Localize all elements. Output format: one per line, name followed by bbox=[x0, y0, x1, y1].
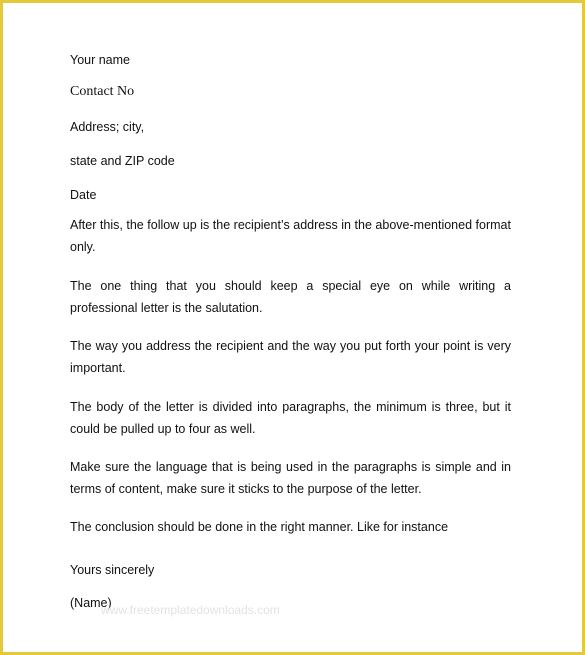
paragraph-language: Make sure the language that is being used in the paragraphs is simple and in terms of content, make sure it sticks to the purpose of the letter. bbox=[70, 460, 511, 496]
paragraph-conclusion: The conclusion should be done in the right manner. Like for instance bbox=[70, 520, 449, 534]
sender-name: Your name bbox=[70, 53, 130, 67]
watermark-text: www.freetemplatedownloads.com bbox=[101, 603, 280, 617]
paragraph-recipient-address: After this, the follow up is the recipient’s address in the above-mentioned format only. bbox=[70, 218, 511, 254]
signature-name: (Name) bbox=[70, 596, 112, 610]
address-city: Address; city, bbox=[70, 120, 145, 134]
contact-number: Contact No bbox=[70, 84, 135, 99]
paragraph-addressing: The way you address the recipient and the way you put forth your point is very important. bbox=[70, 339, 511, 375]
closing: Yours sincerely bbox=[70, 563, 155, 577]
paragraph-body: The body of the letter is divided into paragraphs, the minimum is three, but it could be pulled up to four as well. bbox=[70, 400, 511, 436]
letter-date: Date bbox=[70, 188, 97, 202]
paragraph-salutation: The one thing that you should keep a special eye on while writing a professional letter is the salutation. bbox=[70, 279, 511, 315]
state-zip-code: state and ZIP code bbox=[70, 154, 175, 168]
